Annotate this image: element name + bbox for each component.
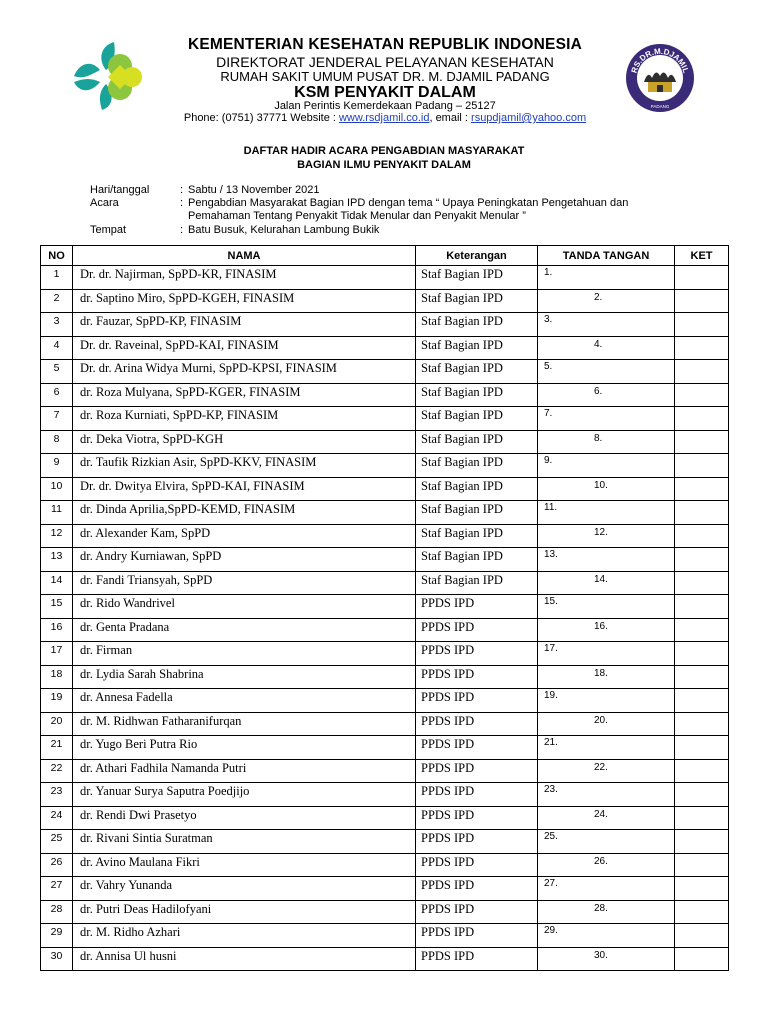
attendee-name: dr. Saptino Miro, SpPD-KGEH, FINASIM (73, 289, 416, 313)
attendee-role: PPDS IPD (416, 595, 538, 619)
colon: : (180, 197, 184, 209)
header-no: NO (41, 246, 73, 266)
table-row (41, 712, 729, 736)
signature-cell (538, 524, 675, 548)
row-number: 17 (41, 642, 73, 666)
signature-number: 25. (544, 831, 558, 842)
letterhead (0, 30, 768, 130)
table-row (41, 900, 729, 924)
signature-cell (538, 736, 675, 760)
attendee-role: Staf Bagian IPD (416, 360, 538, 384)
ket-cell (675, 548, 729, 572)
table-row (41, 360, 729, 384)
signature-cell (538, 477, 675, 501)
attendee-name: dr. Firman (73, 642, 416, 666)
attendee-name: dr. Roza Mulyana, SpPD-KGER, FINASIM (73, 383, 416, 407)
attendee-role: PPDS IPD (416, 830, 538, 854)
row-number: 7 (41, 407, 73, 431)
attendee-name: dr. Lydia Sarah Shabrina (73, 665, 416, 689)
table-row (41, 806, 729, 830)
signature-number: 3. (544, 314, 553, 325)
signature-number: 18. (594, 667, 608, 679)
signature-number: 1. (544, 267, 553, 278)
directorate-name: DIREKTORAT JENDERAL PELAYANAN KESEHATAN (216, 54, 554, 70)
ket-cell (675, 642, 729, 666)
signature-cell (538, 665, 675, 689)
row-number: 26 (41, 853, 73, 877)
event-value (188, 197, 710, 223)
row-number: 3 (41, 313, 73, 337)
attendee-name: Dr. dr. Arina Widya Murni, SpPD-KPSI, FINASIM (73, 360, 416, 384)
attendee-role: Staf Bagian IPD (416, 313, 538, 337)
ket-cell (675, 313, 729, 337)
row-number: 29 (41, 924, 73, 948)
ket-cell (675, 924, 729, 948)
row-number: 30 (41, 947, 73, 971)
signature-cell (538, 783, 675, 807)
signature-number: 10. (594, 479, 608, 491)
ket-cell (675, 877, 729, 901)
attendee-name: dr. Andry Kurniawan, SpPD (73, 548, 416, 572)
ket-cell (675, 407, 729, 431)
table-row (41, 289, 729, 313)
signature-number: 14. (594, 573, 608, 585)
signature-cell (538, 947, 675, 971)
attendee-name: dr. M. Ridho Azhari (73, 924, 416, 948)
table-row (41, 924, 729, 948)
attendee-role: PPDS IPD (416, 759, 538, 783)
signature-number: 24. (594, 808, 608, 820)
ket-cell (675, 524, 729, 548)
ket-cell (675, 947, 729, 971)
document-title: DAFTAR HADIR ACARA PENGABDIAN MASYARAKAT (243, 145, 525, 157)
row-number: 12 (41, 524, 73, 548)
ket-cell (675, 289, 729, 313)
header-nama: NAMA (73, 246, 416, 266)
attendee-role: PPDS IPD (416, 712, 538, 736)
signature-number: 5. (544, 361, 553, 372)
attendee-name: dr. Rivani Sintia Suratman (73, 830, 416, 854)
table-row (41, 407, 729, 431)
signature-number: 30. (594, 949, 608, 961)
signature-cell (538, 830, 675, 854)
attendee-role: PPDS IPD (416, 924, 538, 948)
attendee-role: PPDS IPD (416, 642, 538, 666)
ket-cell (675, 430, 729, 454)
attendee-role: Staf Bagian IPD (416, 454, 538, 478)
ket-cell (675, 783, 729, 807)
attendee-name: dr. Athari Fadhila Namanda Putri (73, 759, 416, 783)
signature-cell (538, 548, 675, 572)
table-row (41, 830, 729, 854)
row-number: 8 (41, 430, 73, 454)
signature-cell (538, 853, 675, 877)
row-number: 25 (41, 830, 73, 854)
contact-line (150, 112, 620, 124)
attendee-name: Dr. dr. Najirman, SpPD-KR, FINASIM (73, 266, 416, 290)
signature-number: 28. (594, 902, 608, 914)
table-row (41, 877, 729, 901)
row-number: 5 (41, 360, 73, 384)
table-row (41, 383, 729, 407)
table-row (41, 689, 729, 713)
signature-cell (538, 407, 675, 431)
row-number: 22 (41, 759, 73, 783)
place-row (90, 224, 710, 237)
table-row (41, 595, 729, 619)
table-row (41, 266, 729, 290)
row-number: 24 (41, 806, 73, 830)
row-number: 6 (41, 383, 73, 407)
table-row (41, 759, 729, 783)
department-name: KSM PENYAKIT DALAM (294, 84, 476, 101)
attendee-role: PPDS IPD (416, 947, 538, 971)
signature-number: 21. (544, 737, 558, 748)
ket-cell (675, 336, 729, 360)
event-label: Acara (90, 197, 119, 209)
row-number: 27 (41, 877, 73, 901)
attendee-role: Staf Bagian IPD (416, 548, 538, 572)
table-row (41, 665, 729, 689)
attendee-name: dr. Yugo Beri Putra Rio (73, 736, 416, 760)
signature-cell (538, 266, 675, 290)
signature-number: 22. (594, 761, 608, 773)
attendee-role: PPDS IPD (416, 877, 538, 901)
attendee-name: dr. Fauzar, SpPD-KP, FINASIM (73, 313, 416, 337)
colon: : (180, 184, 184, 196)
table-row (41, 477, 729, 501)
table-row (41, 336, 729, 360)
attendee-name: dr. Dinda Aprilia,SpPD-KEMD, FINASIM (73, 501, 416, 525)
ket-cell (675, 806, 729, 830)
row-number: 16 (41, 618, 73, 642)
ket-cell (675, 383, 729, 407)
signature-number: 6. (594, 385, 603, 397)
row-number: 19 (41, 689, 73, 713)
signature-number: 23. (544, 784, 558, 795)
place-label: Tempat (90, 224, 127, 236)
signature-cell (538, 806, 675, 830)
header-ket: KET (675, 246, 729, 266)
attendee-role: Staf Bagian IPD (416, 336, 538, 360)
table-header-row (41, 246, 729, 266)
attendee-name: dr. M. Ridhwan Fatharanifurqan (73, 712, 416, 736)
ket-cell (675, 665, 729, 689)
attendee-role: Staf Bagian IPD (416, 383, 538, 407)
attendee-role: Staf Bagian IPD (416, 524, 538, 548)
address: Jalan Perintis Kemerdekaan Padang – 25127 (274, 100, 496, 112)
signature-cell (538, 900, 675, 924)
row-number: 9 (41, 454, 73, 478)
signature-cell (538, 571, 675, 595)
row-number: 20 (41, 712, 73, 736)
signature-cell (538, 501, 675, 525)
signature-cell (538, 759, 675, 783)
ket-cell (675, 571, 729, 595)
signature-cell (538, 360, 675, 384)
signature-cell (538, 877, 675, 901)
attendee-name: dr. Alexander Kam, SpPD (73, 524, 416, 548)
ket-cell (675, 501, 729, 525)
event-info (90, 184, 710, 237)
signature-number: 7. (544, 408, 553, 419)
date-row (90, 184, 710, 197)
ket-cell (675, 477, 729, 501)
ministry-name: KEMENTERIAN KESEHATAN REPUBLIK INDONESIA (187, 36, 583, 53)
email-label: , email : (429, 112, 472, 124)
attendee-name: dr. Annisa Ul husni (73, 947, 416, 971)
ket-cell (675, 759, 729, 783)
attendee-name: dr. Annesa Fadella (73, 689, 416, 713)
signature-number: 12. (594, 526, 608, 538)
signature-cell (538, 642, 675, 666)
signature-number: 13. (544, 549, 558, 560)
row-number: 10 (41, 477, 73, 501)
signature-cell (538, 430, 675, 454)
signature-number: 11. (544, 502, 558, 513)
row-number: 21 (41, 736, 73, 760)
attendee-name: dr. Yanuar Surya Saputra Poedjijo (73, 783, 416, 807)
event-value-line2: Pemahaman Tentang Penyakit Tidak Menular dan Penyakit Menular ” (188, 210, 526, 222)
table-row (41, 642, 729, 666)
attendee-role: PPDS IPD (416, 665, 538, 689)
attendee-name: dr. Roza Kurniati, SpPD-KP, FINASIM (73, 407, 416, 431)
hospital-name: RUMAH SAKIT UMUM PUSAT DR. M. DJAMIL PADANG (220, 69, 550, 84)
attendee-role: Staf Bagian IPD (416, 477, 538, 501)
table-row (41, 853, 729, 877)
row-number: 15 (41, 595, 73, 619)
date-label: Hari/tanggal (90, 184, 150, 196)
signature-number: 16. (594, 620, 608, 632)
signature-number: 8. (594, 432, 603, 444)
event-value-line1: Pengabdian Masyarakat Bagian IPD dengan tema “ Upaya Peningkatan Pengetahuan dan (188, 197, 629, 209)
attendee-role: PPDS IPD (416, 689, 538, 713)
seal-text: RS.DR.M.DJAMIL (629, 46, 691, 75)
attendee-name: dr. Putri Deas Hadilofyani (73, 900, 416, 924)
attendee-role: Staf Bagian IPD (416, 571, 538, 595)
attendee-role: Staf Bagian IPD (416, 501, 538, 525)
attendee-name: dr. Fandi Triansyah, SpPD (73, 571, 416, 595)
signature-number: 20. (594, 714, 608, 726)
attendee-name: dr. Deka Viotra, SpPD-KGH (73, 430, 416, 454)
attendee-role: PPDS IPD (416, 618, 538, 642)
ket-cell (675, 360, 729, 384)
signature-number: 9. (544, 455, 553, 466)
attendee-name: dr. Rendi Dwi Prasetyo (73, 806, 416, 830)
table-row (41, 618, 729, 642)
ministry-logo-icon (70, 40, 142, 112)
header-tanda-tangan: TANDA TANGAN (538, 246, 675, 266)
signature-number: 27. (544, 878, 558, 889)
ket-cell (675, 712, 729, 736)
ket-cell (675, 900, 729, 924)
phone-text: Phone: (0751) 37771 Website : (183, 112, 339, 124)
table-row (41, 736, 729, 760)
attendance-table (40, 245, 729, 971)
attendee-role: Staf Bagian IPD (416, 430, 538, 454)
document-subtitle: BAGIAN ILMU PENYAKIT DALAM (297, 159, 471, 171)
attendee-name: dr. Avino Maulana Fikri (73, 853, 416, 877)
attendee-name: dr. Taufik Rizkian Asir, SpPD-KKV, FINASIM (73, 454, 416, 478)
attendee-role: Staf Bagian IPD (416, 289, 538, 313)
signature-number: 4. (594, 338, 603, 350)
ket-cell (675, 736, 729, 760)
signature-number: 17. (544, 643, 558, 654)
attendee-role: Staf Bagian IPD (416, 266, 538, 290)
signature-number: 29. (544, 925, 558, 936)
row-number: 28 (41, 900, 73, 924)
signature-cell (538, 289, 675, 313)
row-number: 18 (41, 665, 73, 689)
attendee-name: Dr. dr. Raveinal, SpPD-KAI, FINASIM (73, 336, 416, 360)
signature-cell (538, 712, 675, 736)
ket-cell (675, 853, 729, 877)
website-link[interactable]: www.rsdjamil.co.id (338, 112, 430, 124)
attendee-role: PPDS IPD (416, 853, 538, 877)
attendee-role: PPDS IPD (416, 806, 538, 830)
table-row (41, 524, 729, 548)
header-keterangan: Keterangan (416, 246, 538, 266)
attendee-name: dr. Rido Wandrivel (73, 595, 416, 619)
row-number: 13 (41, 548, 73, 572)
table-row (41, 313, 729, 337)
table-row (41, 783, 729, 807)
table-row (41, 454, 729, 478)
attendee-name: dr. Vahry Yunanda (73, 877, 416, 901)
table-row (41, 430, 729, 454)
colon: : (180, 224, 184, 236)
ket-cell (675, 266, 729, 290)
row-number: 14 (41, 571, 73, 595)
ket-cell (675, 618, 729, 642)
signature-cell (538, 595, 675, 619)
row-number: 11 (41, 501, 73, 525)
email-link[interactable]: rsupdjamil@yahoo.com (471, 112, 587, 124)
ket-cell (675, 689, 729, 713)
attendee-name: dr. Genta Pradana (73, 618, 416, 642)
ket-cell (675, 595, 729, 619)
row-number: 23 (41, 783, 73, 807)
row-number: 2 (41, 289, 73, 313)
attendee-role: PPDS IPD (416, 900, 538, 924)
row-number: 4 (41, 336, 73, 360)
signature-cell (538, 618, 675, 642)
ket-cell (675, 454, 729, 478)
table-body (41, 266, 729, 971)
attendee-role: PPDS IPD (416, 736, 538, 760)
signature-number: 19. (544, 690, 558, 701)
hospital-seal-icon (624, 42, 696, 114)
signature-number: 15. (544, 596, 558, 607)
table-row (41, 501, 729, 525)
signature-number: 2. (594, 291, 603, 303)
row-number: 1 (41, 266, 73, 290)
date-value: Sabtu / 13 November 2021 (188, 184, 320, 196)
signature-cell (538, 924, 675, 948)
signature-cell (538, 313, 675, 337)
signature-number: 26. (594, 855, 608, 867)
signature-cell (538, 336, 675, 360)
signature-cell (538, 383, 675, 407)
signature-cell (538, 454, 675, 478)
signature-cell (538, 689, 675, 713)
seal-subtext: PADANG (650, 104, 670, 109)
table-row (41, 548, 729, 572)
place-value: Batu Busuk, Kelurahan Lambung Bukik (188, 224, 380, 236)
table-row (41, 571, 729, 595)
ket-cell (675, 830, 729, 854)
table-row (41, 947, 729, 971)
attendee-role: Staf Bagian IPD (416, 407, 538, 431)
attendee-name: Dr. dr. Dwitya Elvira, SpPD-KAI, FINASIM (73, 477, 416, 501)
attendee-role: PPDS IPD (416, 783, 538, 807)
event-row (90, 197, 710, 223)
